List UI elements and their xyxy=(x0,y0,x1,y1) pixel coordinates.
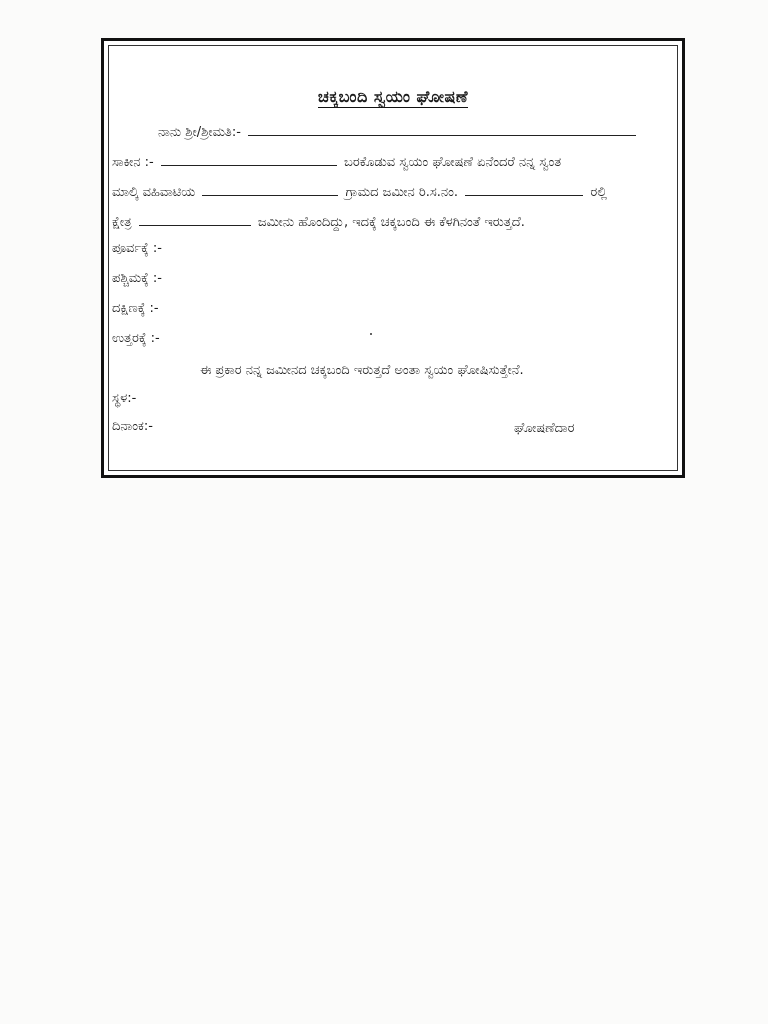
east-boundary-label: ಪೂರ್ವಕ್ಕೆ :- xyxy=(112,241,162,256)
south-boundary-label: ದಕ್ಷಿಣಕ್ಕೆ :- xyxy=(112,301,159,316)
area-line xyxy=(112,213,525,230)
declaration-form xyxy=(101,38,685,478)
ownership-label: ಮಾಲ್ಕಿ ವಹಿವಾಟಿಯ xyxy=(112,185,196,200)
residence-blank xyxy=(161,153,337,166)
declaration-text-1: ಬರಕೊಡುವ ಸ್ವಯಂ ಘೋಷಣೆ ಏನೆಂದರೆ ನನ್ನ ಸ್ವಂತ xyxy=(344,155,562,170)
village-label: ಗ್ರಾಮದ ಜಮೀನ ರಿ.ಸ.ನಂ. xyxy=(345,185,459,200)
place-label: ಸ್ಥಳ:- xyxy=(112,391,137,406)
declarant-signature-label: ಘೋಷಣೆದಾರ xyxy=(514,421,575,436)
form-title xyxy=(104,87,682,107)
form-title-text: ಚಕ್ಕಬಂದಿ ಸ್ವಯಂ ಘೋಷಣೆ xyxy=(317,87,469,106)
name-label: ನಾನು ಶ್ರೀ/ಶ್ರೀಮತಿ:- xyxy=(158,125,241,140)
village-blank xyxy=(202,183,338,196)
residence-line xyxy=(112,153,561,170)
survey-number-blank xyxy=(465,183,583,196)
ownership-line xyxy=(112,183,607,200)
west-boundary-label: ಪಶ್ಚಿಮಕ್ಕೆ :- xyxy=(112,271,162,286)
area-label: ಕ್ಷೇತ್ರ xyxy=(112,215,132,230)
name-line xyxy=(158,123,639,140)
north-boundary-label: ಉತ್ತರಕ್ಕೆ :- xyxy=(112,331,160,346)
declaration-text-2: ಜಮೀನು ಹೊಂದಿದ್ದು, ಇದಕ್ಕೆ ಚಕ್ಕಬಂದಿ ಈ ಕೆಳಗಿನಂತೆ ಇರುತ್ತದೆ. xyxy=(257,215,525,230)
residence-label: ಸಾಕೀನ :- xyxy=(112,155,154,170)
in-label: ರಲ್ಲಿ xyxy=(590,185,608,200)
inner-border xyxy=(108,45,678,471)
closing-statement: ಈ ಪ್ರಕಾರ ನನ್ನ ಜಮೀನದ ಚಕ್ಕಬಂದಿ ಇರುತ್ತದೆ ಅಂತಾ ಸ್ವಯಂ ಘೋಷಿಸುತ್ತೇನೆ. xyxy=(200,363,524,378)
scan-speck xyxy=(370,333,372,335)
area-blank xyxy=(139,213,251,226)
name-blank xyxy=(248,123,636,136)
date-label: ದಿನಾಂಕ:- xyxy=(112,419,153,434)
